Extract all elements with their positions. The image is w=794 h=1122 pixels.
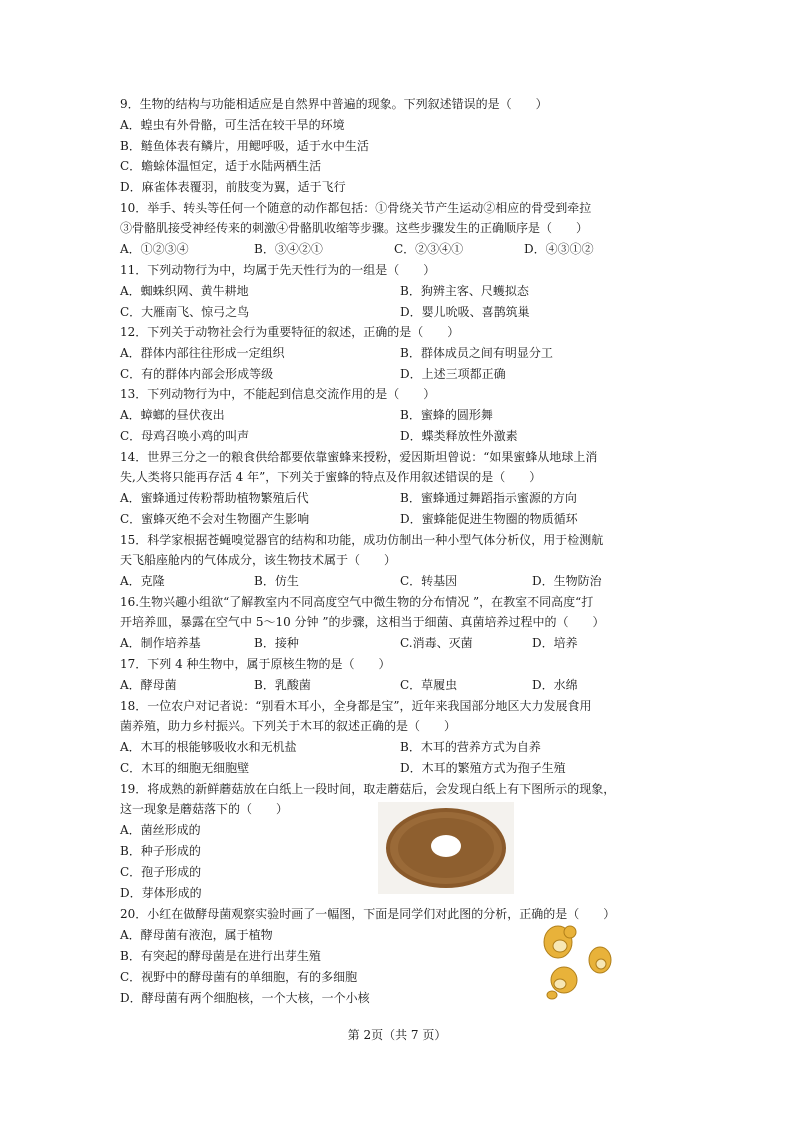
q14-option-a: A．蜜蜂通过传粉帮助植物繁殖后代 [120,491,309,505]
q10-option-d: D．④③①② [524,242,594,256]
q15-option-c: C．转基因 [400,574,458,588]
q17-stem-line1: 17．下列 4 种生物中，属于原核生物的是（ ） [120,657,391,671]
q14-stem-line2: 失,人类将只能再存活 4 年”，下列关于蜜蜂的特点及作用叙述错误的是（ ） [120,470,542,484]
q18-stem-line1: 18．一位农户对记者说：“别看木耳小，全身都是宝”，近年来我国部分地区大力发展食用 [120,699,592,713]
q9-option-b: B．鲢鱼体表有鳞片，用鳃呼吸，适于水中生活 [120,139,369,153]
q12-stem-line1: 12．下列关于动物社会行为重要特征的叙述，正确的是（ ） [120,325,460,339]
q11-option-d: D．婴儿吮吸、喜鹊筑巢 [400,305,530,319]
q14-option-d: D．蜜蜂能促进生物圈的物质循环 [400,512,578,526]
spore-print-figure [378,802,514,894]
q11-option-b: B．狗辨主客、尺蠖拟态 [400,284,529,298]
q10-option-c: C．②③④① [394,242,464,256]
q10-stem-line1: 10．举手、转头等任何一个随意的动作都包括：①骨绕关节产生运动②相应的骨受到牵拉 [120,201,592,215]
q16-stem-line2: 开培养皿，暴露在空气中 5～10 分钟 ”的步骤，这相当于细菌、真菌培养过程中的（ ） [120,615,605,629]
q13-option-c: C．母鸡召唤小鸡的叫声 [120,429,250,443]
q15-option-a: A．克隆 [120,574,165,588]
q18-option-b: B．木耳的营养方式为自养 [400,740,541,754]
q18-option-d: D．木耳的繁殖方式为孢子生殖 [400,761,566,775]
q15-stem-line1: 15．科学家根据苍蝇嗅觉器官的结构和功能，成功仿制出一种小型气体分析仪，用于检测航 [120,533,604,547]
q17-option-d: D．水绵 [532,678,578,692]
yeast-cells-figure [536,922,616,1000]
q19-stem-line1: 19．将成熟的新鲜蘑菇放在白纸上一段时间，取走蘑菇后，会发现白纸上有下图所示的现象， [120,782,616,796]
q9-stem-line1: 9．生物的结构与功能相适应是自然界中普遍的现象。下列叙述错误的是（ ） [120,97,548,111]
q9-option-a: A．蝗虫有外骨骼，可生活在较干旱的环境 [120,118,345,132]
q19-option-c: C．孢子形成的 [120,865,202,879]
q10-stem-line2: ③骨骼肌接受神经传来的刺激④骨骼肌收缩等步骤。这些步骤发生的正确顺序是（ ） [120,221,589,235]
q15-stem-line2: 天飞船座舱内的气体成分，该生物技术属于（ ） [120,553,397,567]
q18-stem-line2: 菌养殖，助力乡村振兴。下列关于木耳的叙述正确的是（ ） [120,719,457,733]
q11-option-c: C．大雁南飞、惊弓之鸟 [120,305,250,319]
q14-option-b: B．蜜蜂通过舞蹈指示蜜源的方向 [400,491,577,505]
q19-option-d: D．芽体形成的 [120,886,202,900]
q12-option-c: C．有的群体内部会形成等级 [120,367,274,381]
q19-option-a: A．菌丝形成的 [120,823,201,837]
q16-option-a: A．制作培养基 [120,636,201,650]
q18-option-c: C．木耳的细胞无细胞壁 [120,761,250,775]
q19-option-b: B．种子形成的 [120,844,201,858]
q17-option-a: A．酵母菌 [120,678,177,692]
q9-option-d: D．麻雀体表覆羽，前肢变为翼，适于飞行 [120,180,346,194]
q13-option-a: A．蟑螂的昼伏夜出 [120,408,225,422]
q16-option-b: B．接种 [254,636,299,650]
q20-option-c: C．视野中的酵母菌有的单细胞，有的多细胞 [120,970,358,984]
q11-option-a: A．蜘蛛织网、黄牛耕地 [120,284,249,298]
q12-option-a: A．群体内部往往形成一定组织 [120,346,285,360]
q12-option-b: B．群体成员之间有明显分工 [400,346,553,360]
q10-option-b: B．③④②① [254,242,323,256]
q20-option-a: A．酵母菌有液泡，属于植物 [120,928,273,942]
q18-option-a: A．木耳的根能够吸收水和无机盐 [120,740,297,754]
q16-stem-line1: 16.生物兴趣小组欲“了解教室内不同高度空气中微生物的分布情况 ”，在教室不同高度“打 [120,595,594,609]
q15-option-b: B．仿生 [254,574,299,588]
q20-option-d: D．酵母菌有两个细胞核，一个大核，一个小核 [120,991,370,1005]
q17-option-b: B．乳酸菌 [254,678,311,692]
q20-option-b: B．有突起的酵母菌是在进行出芽生殖 [120,949,321,963]
q16-option-c: C.消毒、灭菌 [400,636,473,650]
q14-option-c: C．蜜蜂灭绝不会对生物圈产生影响 [120,512,310,526]
q9-option-c: C．蟾蜍体温恒定，适于水陆两栖生活 [120,159,322,173]
q10-option-a: A．①②③④ [120,242,189,256]
q15-option-d: D．生物防治 [532,574,602,588]
q13-stem-line1: 13．下列动物行为中，不能起到信息交流作用的是（ ） [120,387,436,401]
q13-option-b: B．蜜蜂的圆形舞 [400,408,493,422]
q13-option-d: D．蝶类释放性外激素 [400,429,518,443]
q12-option-d: D．上述三项都正确 [400,367,506,381]
q14-stem-line1: 14．世界三分之一的粮食供给都要依靠蜜蜂来授粉，爱因斯坦曾说：“如果蜜蜂从地球上消 [120,450,598,464]
q16-option-d: D．培养 [532,636,578,650]
page-footer: 第 2页（共 7 页） [347,1028,447,1042]
q19-stem-line2: 这一现象是蘑菇落下的（ ） [120,802,289,816]
q20-stem-line1: 20．小红在做酵母菌观察实验时画了一幅图，下面是同学们对此图的分析，正确的是（ ） [120,907,616,921]
q11-stem-line1: 11．下列动物行为中，均属于先天性行为的一组是（ ） [120,263,436,277]
q17-option-c: C．草履虫 [400,678,458,692]
